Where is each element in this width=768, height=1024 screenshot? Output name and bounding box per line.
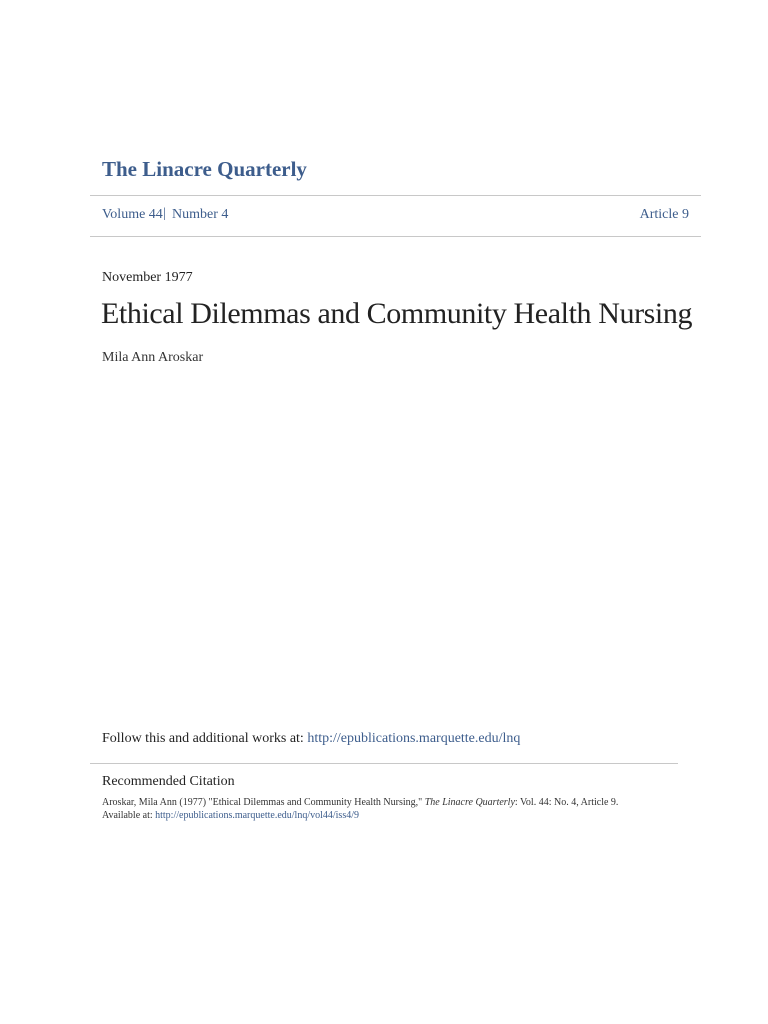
- available-label: Available at:: [102, 810, 153, 821]
- citation-journal: The Linacre Quarterly: [424, 797, 515, 808]
- header-divider-bottom: [90, 236, 701, 237]
- citation-availability: [102, 810, 359, 821]
- citation-text: [102, 797, 618, 808]
- follow-line: [102, 731, 520, 747]
- publication-date: November 1977: [102, 270, 193, 285]
- article-link[interactable]: Article 9: [639, 207, 689, 222]
- number-link[interactable]: Number 4: [172, 207, 229, 222]
- citation-divider: [90, 763, 678, 764]
- issue-separator: |: [163, 206, 166, 221]
- article-title: Ethical Dilemmas and Community Health Nursing: [101, 297, 693, 330]
- citation-text-part1: Aroskar, Mila Ann (1977) "Ethical Dilemmas and Community Health Nursing,": [102, 797, 423, 808]
- repository-link[interactable]: http://epublications.marquette.edu/lnq: [307, 731, 521, 746]
- citation-heading: Recommended Citation: [102, 774, 235, 789]
- article-url-link[interactable]: http://epublications.marquette.edu/lnq/vol44/iss4/9: [155, 810, 359, 821]
- citation-text-part2: : Vol. 44: No. 4, Article 9.: [514, 797, 619, 808]
- header-divider-top: [90, 195, 701, 196]
- follow-text: Follow this and additional works at:: [102, 731, 304, 746]
- author-name: Mila Ann Aroskar: [102, 350, 204, 365]
- volume-link[interactable]: Volume 44: [102, 207, 163, 222]
- journal-title[interactable]: The Linacre Quarterly: [102, 157, 307, 181]
